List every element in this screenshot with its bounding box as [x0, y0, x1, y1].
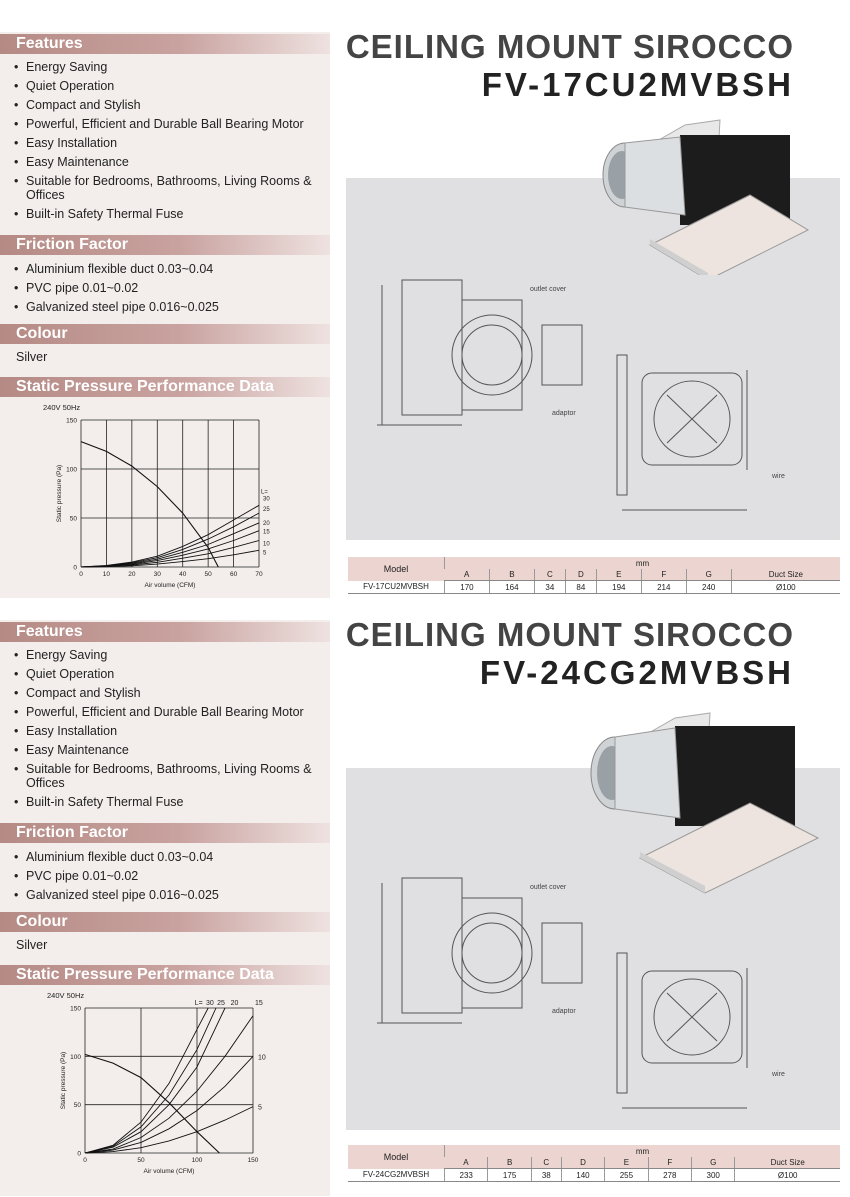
curve-label: 5 [263, 550, 267, 557]
column-header: D [561, 1157, 604, 1169]
x-tick-label: 20 [128, 571, 136, 578]
value-cell: Ø100 [731, 581, 840, 594]
value-cell: 140 [561, 1169, 604, 1182]
curve-label: 25 [217, 1000, 225, 1007]
curve-label: 30 [263, 496, 270, 503]
performance-heading: Static Pressure Performance Data [0, 965, 330, 985]
feature-item: • Easy Installation [14, 134, 319, 153]
x-axis-label: Air volume (CFM) [144, 582, 196, 589]
y-tick-label: 50 [73, 1102, 81, 1110]
colour-heading: Colour [0, 912, 330, 932]
x-tick-label: 0 [83, 1157, 87, 1164]
column-header: B [489, 569, 534, 581]
x-tick-label: 60 [229, 571, 238, 578]
feature-item: • Built-in Safety Thermal Fuse [14, 793, 319, 812]
column-header: G [686, 569, 731, 581]
value-cell: 34 [534, 581, 565, 594]
y-tick-label: 150 [70, 1005, 81, 1013]
curve-label: 10 [258, 1054, 266, 1062]
product-model-title: FV-24CG2MVBSH [479, 654, 794, 691]
y-tick-label: 0 [73, 564, 77, 572]
y-axis-label: Static pressure (Pa) [56, 464, 63, 523]
chart-title: 240V 50Hz [43, 403, 81, 412]
column-header: Duct Size [731, 569, 840, 581]
value-cell: 240 [686, 581, 731, 594]
friction-item: • Aluminium flexible duct 0.03~0.04 [14, 848, 319, 867]
friction-list [14, 260, 319, 317]
value-cell: Ø100 [735, 1169, 840, 1182]
column-header: D [565, 569, 596, 581]
colour-heading: Colour [0, 324, 330, 344]
value-cell: 278 [648, 1169, 691, 1182]
y-axis-label: Static pressure (Pa) [60, 1051, 67, 1110]
series-line [85, 1016, 253, 1153]
feature-item: • Suitable for Bedrooms, Bathrooms, Living Rooms & Offices [14, 172, 319, 205]
column-header: C [534, 569, 565, 581]
dimension-table [348, 557, 840, 594]
curve-label: 20 [263, 520, 270, 527]
features-list [14, 58, 319, 224]
column-header: E [605, 1157, 648, 1169]
feature-item: • Easy Installation [14, 722, 319, 741]
performance-heading: Static Pressure Performance Data [0, 377, 330, 397]
features-list [14, 646, 319, 812]
y-tick-label: 0 [77, 1150, 81, 1158]
value-cell: 255 [605, 1169, 648, 1182]
dimension-drawing [352, 255, 842, 525]
friction-item: • PVC pipe 0.01~0.02 [14, 279, 319, 298]
feature-item: • Powerful, Efficient and Durable Ball Bearing Motor [14, 115, 319, 134]
drawing-label: outlet cover [530, 286, 567, 293]
value-cell: 164 [489, 581, 534, 594]
product-title-line1: CEILING MOUNT SIROCCO [345, 28, 794, 65]
x-tick-label: 70 [255, 571, 263, 578]
value-cell: 175 [488, 1169, 531, 1182]
model-cell: FV-24CG2MVBSH [348, 1169, 445, 1182]
series-line [85, 1008, 225, 1153]
y-tick-label: 100 [66, 466, 77, 474]
column-header: F [648, 1157, 691, 1169]
x-tick-label: 50 [137, 1157, 145, 1164]
feature-item: • Easy Maintenance [14, 741, 319, 760]
chart-title: 240V 50Hz [47, 991, 85, 1000]
colour-value: Silver [16, 938, 48, 952]
friction-heading: Friction Factor [0, 823, 330, 843]
curve-annotation: L= [194, 1000, 203, 1007]
drawing-label: outlet cover [530, 884, 567, 891]
fan-product-photo [590, 115, 830, 275]
friction-item: • Galvanized steel pipe 0.016~0.025 [14, 886, 319, 905]
curve-annotation: L= [261, 489, 268, 496]
friction-list [14, 848, 319, 905]
friction-item: • Galvanized steel pipe 0.016~0.025 [14, 298, 319, 317]
column-header: E [596, 569, 641, 581]
x-tick-label: 10 [102, 571, 111, 578]
feature-item: • Built-in Safety Thermal Fuse [14, 205, 319, 224]
curve-label: 20 [230, 1000, 239, 1007]
value-cell: 214 [641, 581, 686, 594]
static-pressure-chart [8, 400, 328, 596]
feature-item: • Energy Saving [14, 646, 319, 665]
friction-item: • PVC pipe 0.01~0.02 [14, 867, 319, 886]
feature-item: • Easy Maintenance [14, 153, 319, 172]
features-heading: Features [0, 34, 330, 54]
model-cell: FV-17CU2MVBSH [348, 581, 445, 594]
x-axis-label: Air volume (CFM) [143, 1168, 195, 1175]
model-header: Model [348, 557, 445, 581]
value-cell: 84 [565, 581, 596, 594]
column-header: A [445, 1157, 488, 1169]
feature-item: • Powerful, Efficient and Durable Ball Bearing Motor [14, 703, 319, 722]
x-tick-label: 150 [247, 1157, 259, 1164]
column-header: Duct Size [735, 1157, 840, 1169]
feature-item: • Compact and Stylish [14, 684, 319, 703]
series-line [85, 1008, 208, 1153]
friction-item: • Aluminium flexible duct 0.03~0.04 [14, 260, 319, 279]
x-tick-label: 30 [153, 571, 161, 578]
static-pressure-chart [8, 988, 328, 1194]
value-cell: 170 [445, 581, 490, 594]
x-tick-label: 0 [79, 571, 83, 578]
feature-item: • Energy Saving [14, 58, 319, 77]
curve-label: 15 [263, 529, 270, 536]
feature-item: • Suitable for Bedrooms, Bathrooms, Living Rooms & Offices [14, 760, 319, 793]
product-section-1 [0, 0, 850, 598]
model-header: Model [348, 1145, 445, 1169]
x-tick-label: 40 [179, 571, 187, 578]
drawing-label: wire [772, 1071, 785, 1078]
drawing-label: adaptor [552, 410, 576, 417]
x-tick-label: 50 [204, 571, 212, 578]
x-tick-label: 100 [191, 1157, 203, 1164]
feature-item: • Compact and Stylish [14, 96, 319, 115]
curve-label: 30 [205, 1000, 214, 1007]
dimension-drawing [352, 853, 842, 1123]
colour-value: Silver [16, 350, 48, 364]
value-cell: 194 [596, 581, 641, 594]
curve-label: 5 [258, 1104, 262, 1112]
value-cell: 233 [445, 1169, 488, 1182]
curve-label: 25 [263, 507, 270, 514]
feature-item: • Quiet Operation [14, 77, 319, 96]
column-header: B [488, 1157, 531, 1169]
drawing-label: wire [772, 473, 785, 480]
column-header: C [531, 1157, 561, 1169]
product-title-line1: CEILING MOUNT SIROCCO [345, 616, 794, 653]
value-cell: 300 [691, 1169, 734, 1182]
series-line [85, 1054, 219, 1153]
series-line [81, 442, 218, 567]
friction-heading: Friction Factor [0, 235, 330, 255]
y-tick-label: 150 [66, 417, 77, 425]
feature-item: • Quiet Operation [14, 665, 319, 684]
mm-header: mm [445, 557, 841, 569]
y-tick-label: 50 [69, 515, 77, 523]
drawing-label: adaptor [552, 1008, 576, 1015]
y-tick-label: 100 [70, 1053, 81, 1061]
column-header: G [691, 1157, 734, 1169]
series-line [81, 550, 259, 567]
curve-label: 15 [255, 1000, 263, 1007]
column-header: F [641, 569, 686, 581]
value-cell: 38 [531, 1169, 561, 1182]
product-section-2 [0, 598, 850, 1196]
curve-label: 10 [263, 541, 270, 548]
features-heading: Features [0, 622, 330, 642]
column-header: A [445, 569, 490, 581]
product-model-title: FV-17CU2MVBSH [481, 66, 794, 103]
dimension-table [348, 1145, 840, 1182]
mm-header: mm [445, 1145, 841, 1157]
series-line [81, 531, 259, 567]
